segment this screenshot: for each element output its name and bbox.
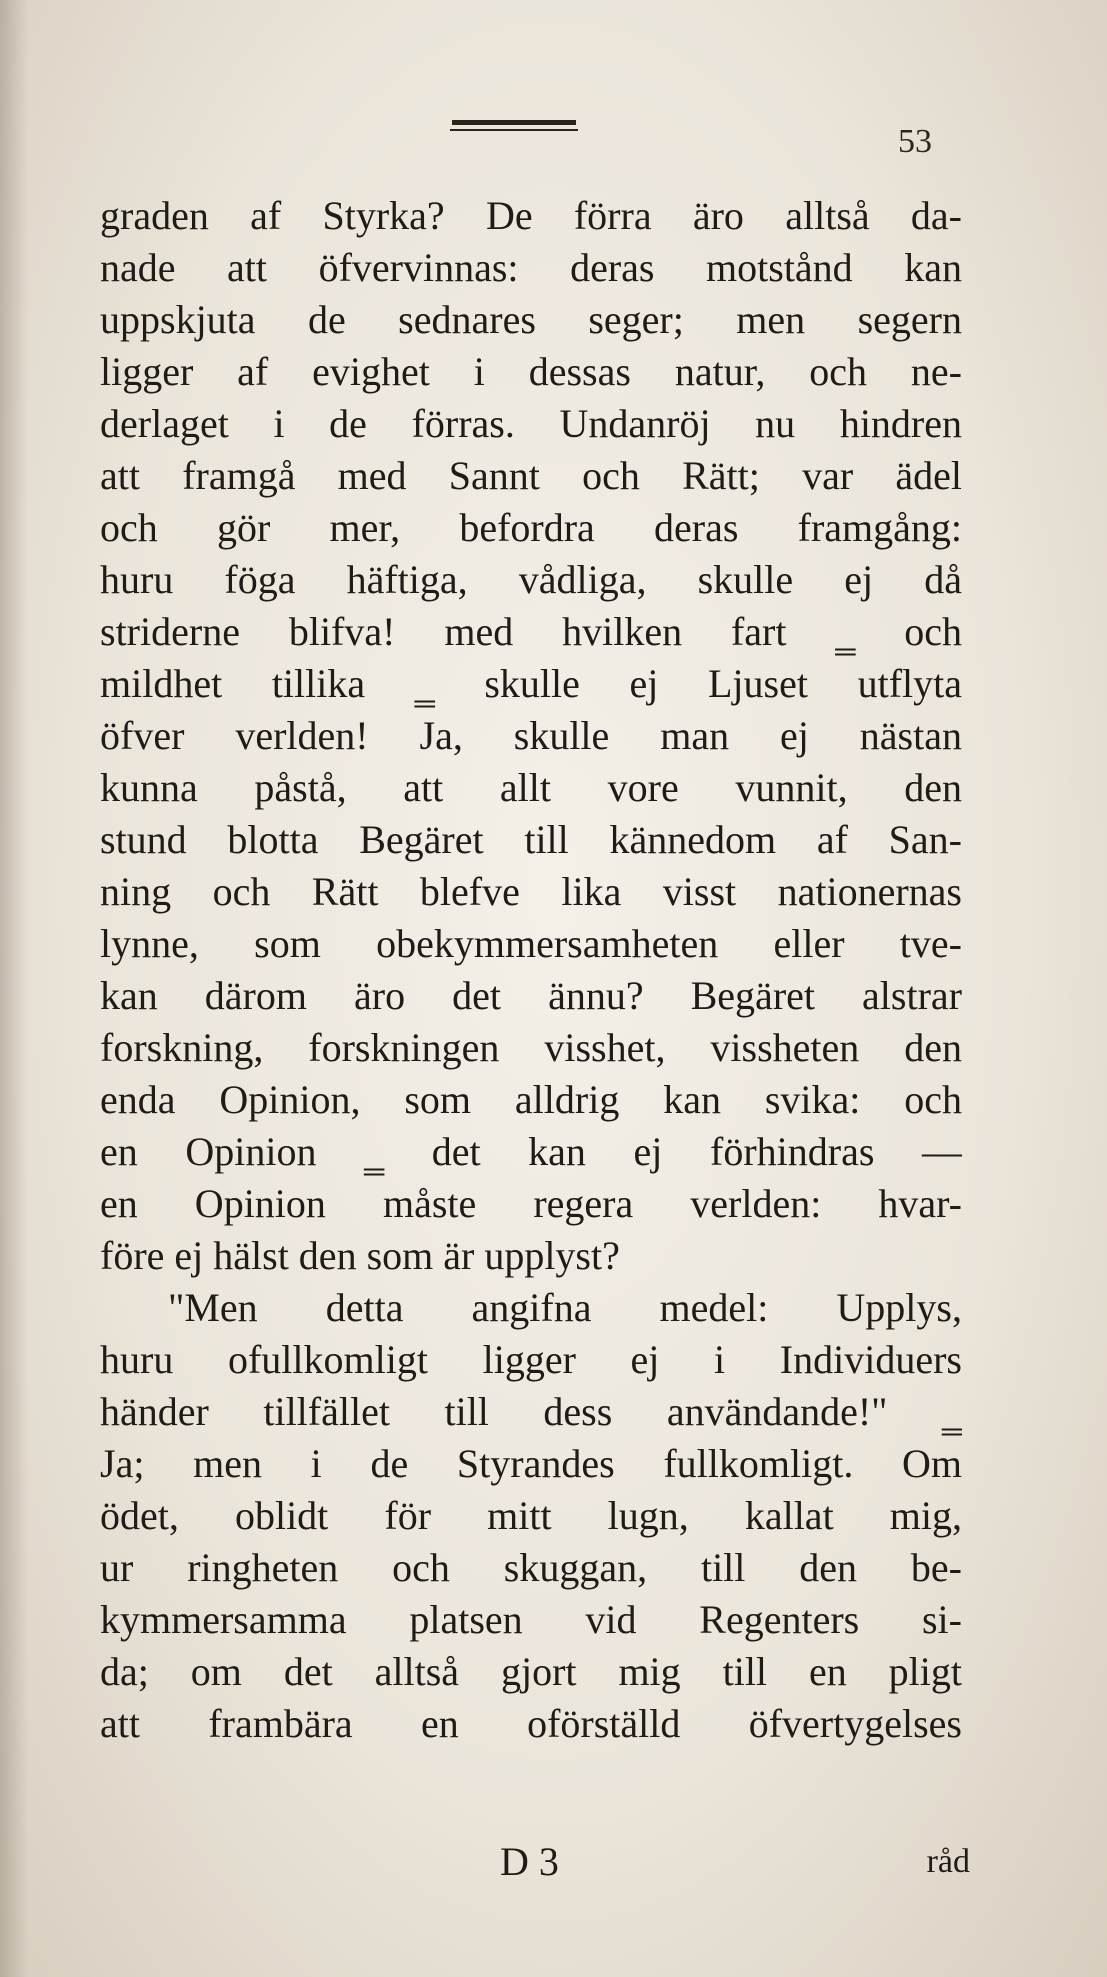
text-line: att framgå med Sannt och Rätt; var ädel (100, 453, 962, 498)
text-line: lynne, som obekymmersamheten eller tve- (100, 921, 962, 966)
text-line: ligger af evighet i dessas natur, och ne- (100, 349, 962, 394)
text-line: kymmersamma platsen vid Regenters si- (100, 1597, 962, 1642)
text-line: enda Opinion, som alldrig kan svika: och (100, 1077, 962, 1122)
header-ornament-rule (450, 120, 578, 134)
text-line: Ja; men i de Styrandes fullkomligt. Om (100, 1441, 962, 1486)
text-line: händer tillfället till dess användande!" ‗ (100, 1389, 962, 1434)
text-line: derlaget i de förras. Undanröj nu hindren (100, 401, 962, 446)
rule-thin (450, 129, 578, 131)
catchword: råd (926, 1843, 970, 1880)
signature-mark: D 3 (500, 1839, 559, 1884)
text-line: kan därom äro det ännu? Begäret alstrar (100, 973, 962, 1018)
rule-thick (452, 120, 576, 125)
text-line: huru ofullkomligt ligger ej i Individuers (100, 1337, 962, 1382)
text-line: da; om det alltså gjort mig till en pligt (100, 1649, 962, 1694)
text-line: ödet, oblidt för mitt lugn, kallat mig, (100, 1493, 962, 1538)
text-line: nade att öfvervinnas: deras motstånd kan (100, 245, 962, 290)
text-line: öfver verlden! Ja, skulle man ej nästan (100, 713, 962, 758)
text-line: en Opinion ‗ det kan ej förhindras — (100, 1129, 962, 1174)
page-number: 53 (898, 123, 932, 160)
text-line: stund blotta Begäret till kännedom af San- (100, 817, 962, 862)
text-line: en Opinion måste regera verlden: hvar- (100, 1181, 962, 1226)
text-line: och gör mer, befordra deras framgång: (100, 505, 962, 550)
text-line: kunna påstå, att allt vore vunnit, den (100, 765, 962, 810)
text-line: forskning, forskningen visshet, vissheten den (100, 1025, 962, 1070)
text-line: huru föga häftiga, vådliga, skulle ej då (100, 557, 962, 602)
text-line: ning och Rätt blefve lika visst nationernas (100, 869, 962, 914)
text-line: "Men detta angifna medel: Upplys, (168, 1285, 962, 1330)
page-gutter-shadow (0, 0, 28, 1977)
text-line: uppskjuta de sednares seger; men segern (100, 297, 962, 342)
text-line: striderne blifva! med hvilken fart ‗ och (100, 609, 962, 654)
text-line: graden af Styrka? De förra äro alltså da- (100, 193, 962, 238)
text-line: ur ringheten och skuggan, till den be- (100, 1545, 962, 1590)
text-line: att frambära en oförställd öfvertygelses (100, 1701, 962, 1746)
text-line: mildhet tillika ‗ skulle ej Ljuset utflyta (100, 661, 962, 706)
text-line: före ej hälst den som är upplyst? (100, 1233, 620, 1278)
